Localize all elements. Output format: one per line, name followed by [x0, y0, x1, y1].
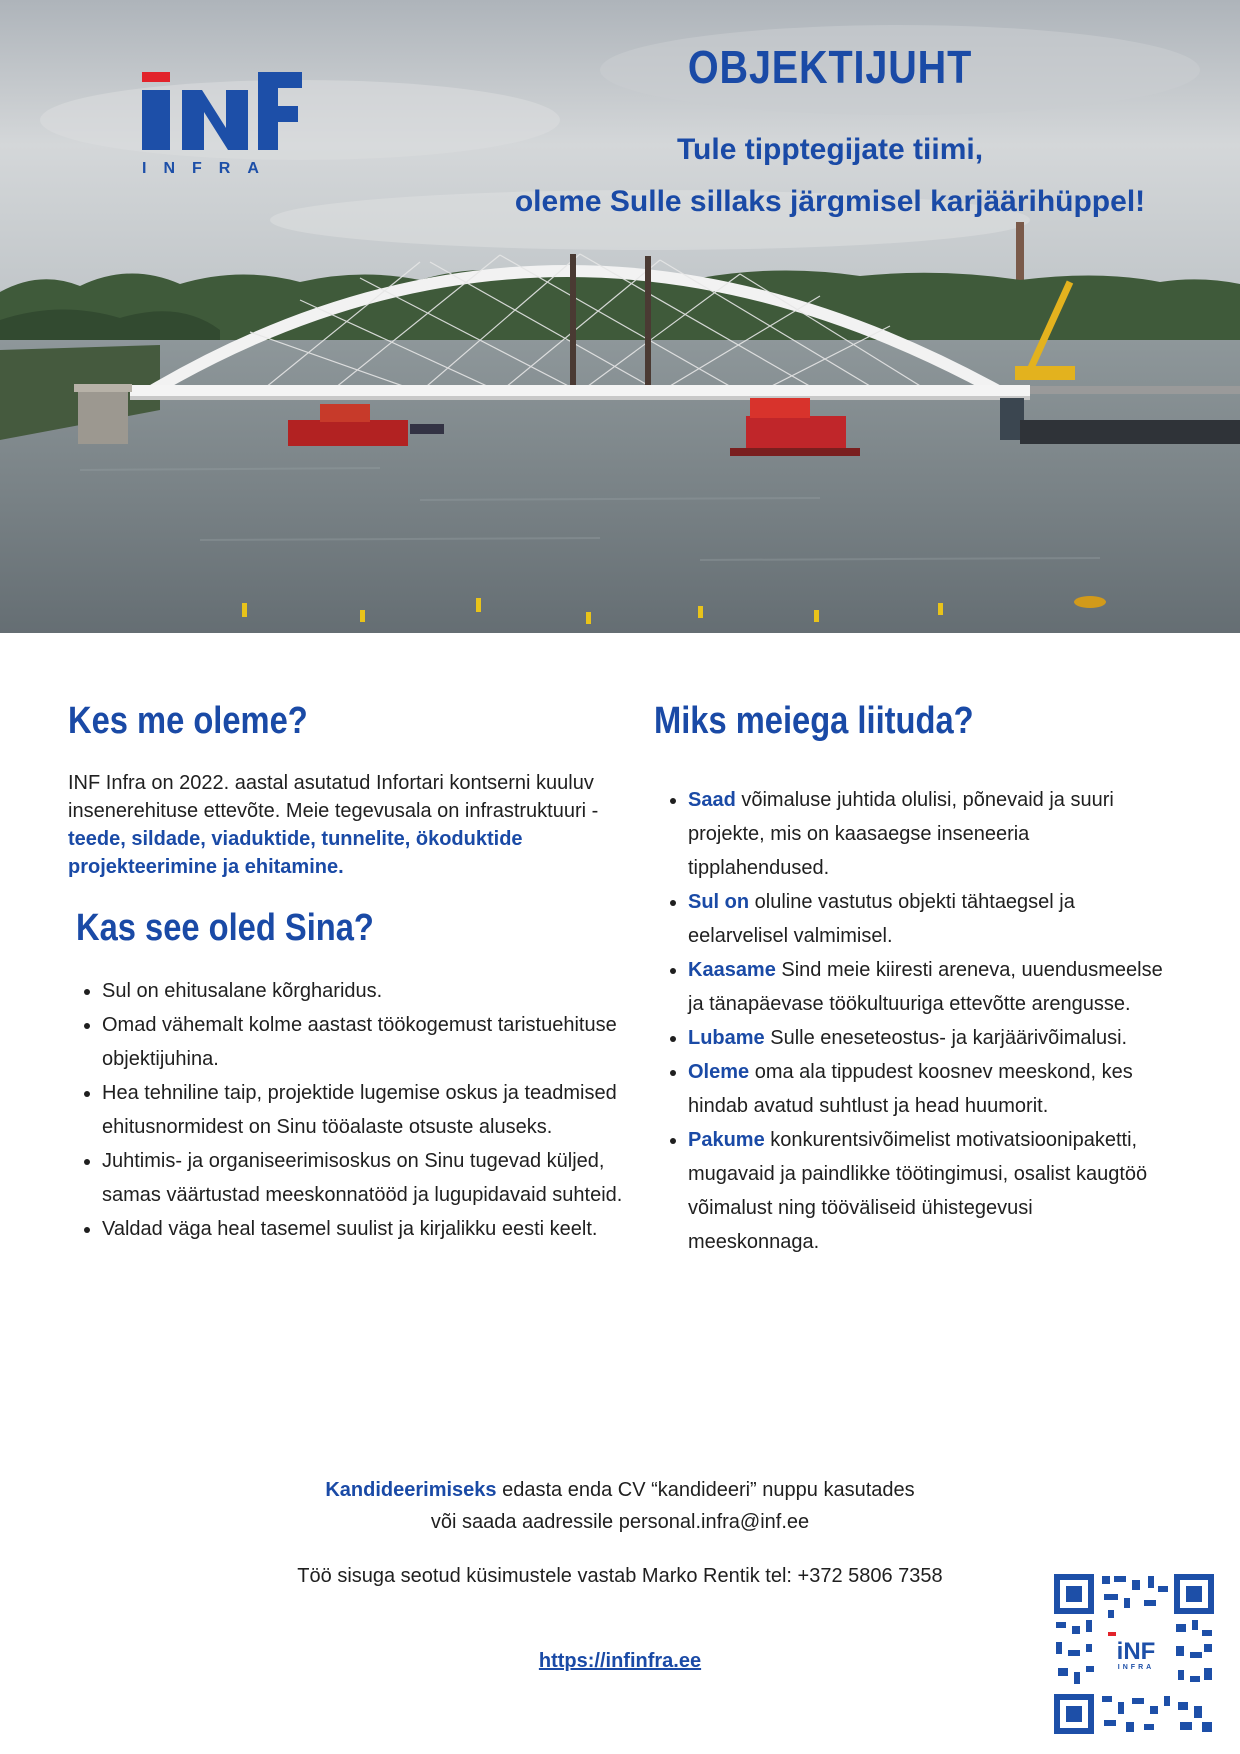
website-link[interactable]: https://infinfra.ee	[538, 1650, 702, 1672]
benefit-item	[688, 1021, 1164, 1055]
about-text	[68, 769, 628, 881]
benefit-text: võimaluse juhtida olulisi, põnevaid ja suuri projekte, mis on kaasaegse inseneeria tipplahendused.	[688, 789, 1114, 879]
hero-banner	[0, 0, 1240, 633]
about-body: INF Infra on 2022. aastal asutatud Infortari kontserni kuuluv insenerehituse ettevõte. Meie tegevusala on infrastruktuuri -	[68, 772, 599, 822]
benefit-text: konkurentsivõimelist motivatsioonipaketti, mugavaid ja paindlikke töötingimusi, osalist kaugtöö võimalust ning tööväliseid ühistegevusi meeskonnaga.	[688, 1129, 1148, 1253]
benefits-heading: Miks meiega liituda?	[654, 700, 974, 742]
tagline-line-1: Tule tipptegijate tiimi,	[676, 133, 984, 166]
company-logo	[136, 66, 306, 186]
requirements-list	[68, 974, 628, 1246]
benefits-list	[654, 783, 1164, 1259]
requirements-heading: Kas see oled Sina?	[76, 907, 374, 949]
requirement-item: • Juhtimis- ja organiseerimisoskus on Sinu tugevad küljed, samas väärtustad meeskonnatööd ja lugupidavaid suhteid.	[102, 1144, 628, 1212]
tagline-line-2: oleme Sulle sillaks järgmisel karjäärihüppel!	[514, 185, 1146, 218]
benefit-item	[688, 1055, 1164, 1123]
qr-code-icon[interactable]	[1052, 1572, 1216, 1736]
apply-email-line: või saada aadressile personal.infra@inf.ee	[430, 1511, 810, 1533]
benefit-text: oma ala tippudest koosnev meeskond, kes hindab avatud suhtlust ja head huumorit.	[688, 1061, 1133, 1117]
benefit-text: Sind meie kiiresti areneva, uuendusmeelse ja tänapäevase töökultuuriga ettevõtte arengusse.	[688, 959, 1163, 1015]
left-column	[68, 700, 628, 1246]
requirement-item: • Valdad väga heal tasemel suulist ja kirjalikku eesti keelt.	[102, 1212, 628, 1246]
benefit-item	[688, 885, 1164, 953]
contact-line: Töö sisuga seotud küsimustele vastab Marko Rentik tel: +372 5806 7358	[297, 1565, 943, 1587]
right-column	[654, 700, 1164, 1259]
benefit-lead: Pakume	[688, 1129, 765, 1151]
apply-lead: Kandideerimiseks	[325, 1479, 497, 1501]
qr-logo: iNF	[1116, 1638, 1156, 1665]
job-title: OBJEKTIJUHT	[687, 41, 973, 93]
footer	[140, 1474, 1100, 1673]
about-highlight: teede, sildade, viaduktide, tunnelite, ökoduktide projekteerimine ja ehitamine.	[68, 828, 523, 878]
benefit-lead: Kaasame	[688, 959, 776, 981]
benefit-item	[688, 953, 1164, 1021]
benefit-lead: Lubame	[688, 1027, 765, 1049]
requirement-item: • Omad vähemalt kolme aastast töökogemust taristuehituse objektijuhina.	[102, 1008, 628, 1076]
requirement-item: • Hea tehniline taip, projektide lugemise oskus ja teadmised ehitusnormidest on Sinu tööalaste otsuste aluseks.	[102, 1076, 628, 1144]
benefit-text: oluline vastutus objekti tähtaegsel ja eelarvelisel valmimisel.	[688, 891, 1075, 947]
requirement-item: • Sul on ehitusalane kõrgharidus.	[102, 974, 628, 1008]
benefit-lead: Saad	[688, 789, 736, 811]
logo-subtitle: INFRA	[142, 160, 276, 177]
benefit-lead: Sul on	[688, 891, 750, 913]
qr-logo-sub: INFRA	[1117, 1664, 1155, 1671]
hero-tagline	[470, 124, 1190, 228]
apply-text: edasta enda CV “kandideeri” nuppu kasutades	[496, 1479, 915, 1501]
benefit-lead: Oleme	[688, 1061, 750, 1083]
logo-mark-icon	[136, 66, 306, 156]
apply-line	[140, 1474, 1100, 1506]
benefit-text: Sulle eneseteostus- ja karjäärivõimalusi.	[764, 1027, 1128, 1049]
benefit-item	[688, 783, 1164, 885]
about-heading: Kes me oleme?	[68, 700, 308, 742]
benefit-item	[688, 1123, 1164, 1259]
